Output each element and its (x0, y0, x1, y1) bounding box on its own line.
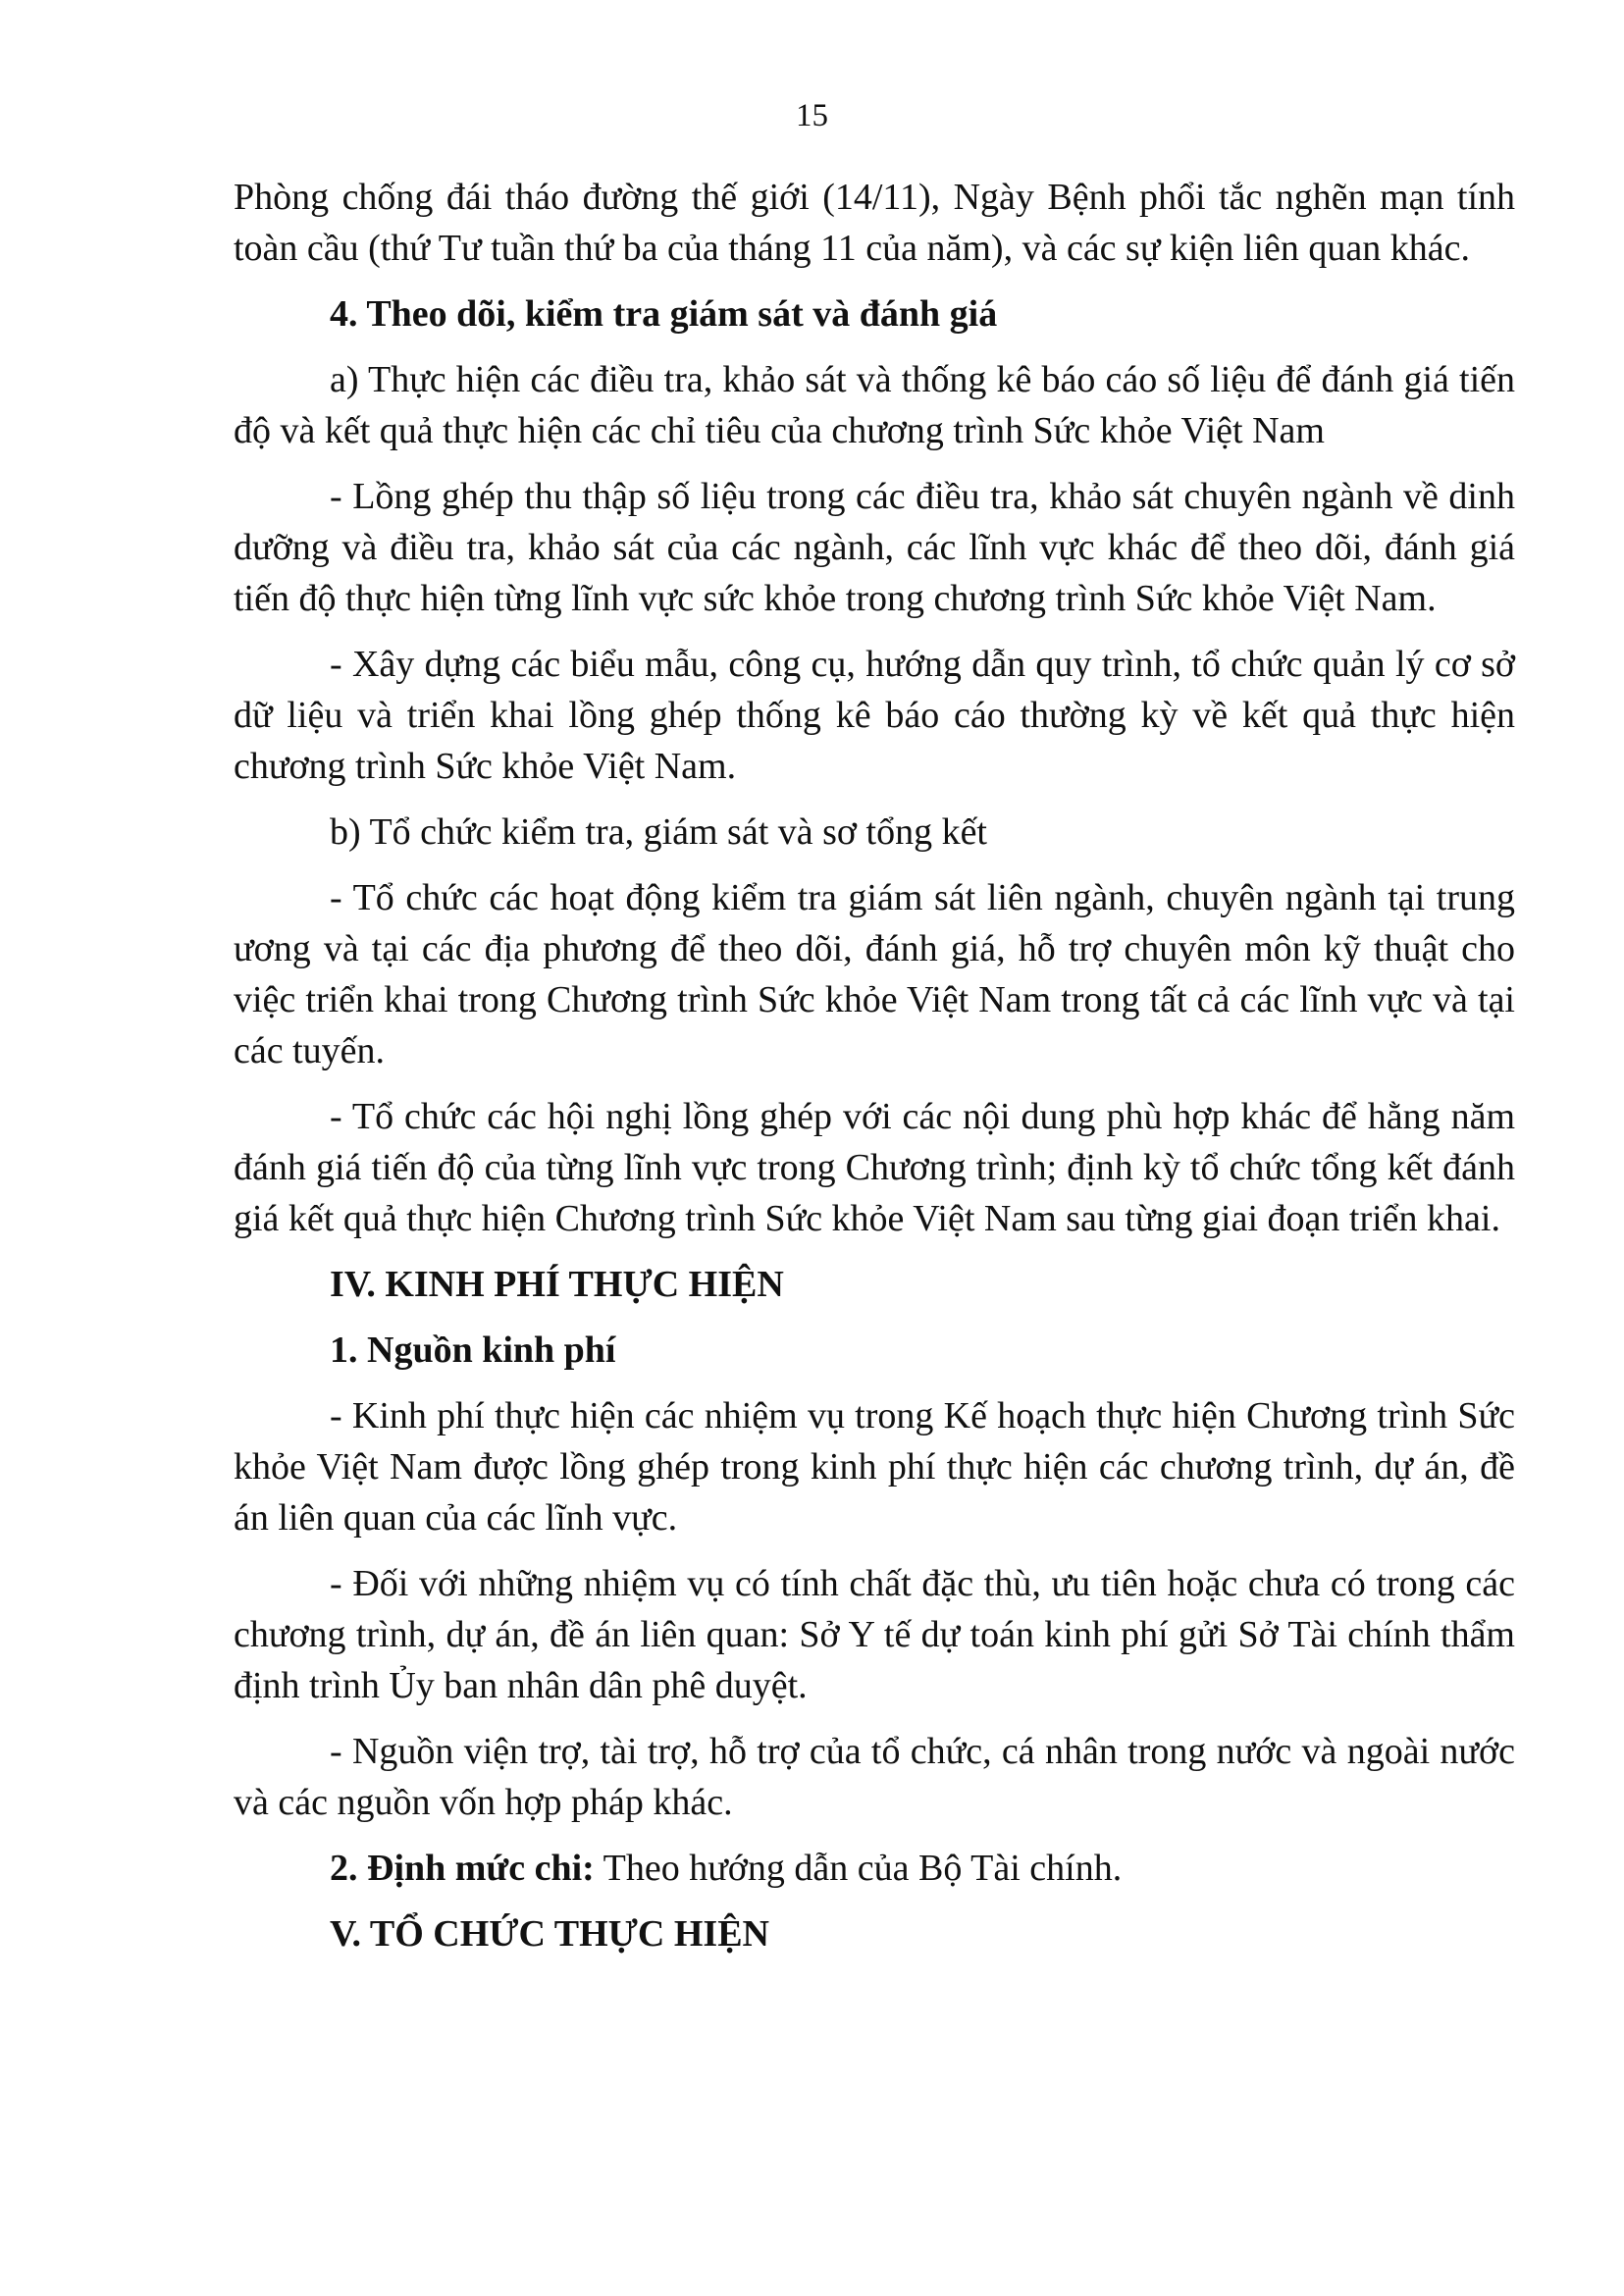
paragraph-bullet-inspection: - Tổ chức các hoạt động kiểm tra giám sát liên ngành, chuyên ngành tại trung ương và tại các địa phương để theo dõi, đánh giá, hỗ trợ chuyên môn kỹ thuật cho việc triển khai trong Chương trình Sức khỏe Việt Nam trong tất cả các lĩnh vực và tại các tuyến. (234, 877, 1515, 1071)
paragraph-item-a: a) Thực hiện các điều tra, khảo sát và thống kê báo cáo số liệu để đánh giá tiến độ và kết quả thực hiện các chỉ tiêu của chương trình Sức khỏe Việt Nam (234, 359, 1515, 451)
paragraph-item-b: b) Tổ chức kiểm tra, giám sát và sơ tổng kết (330, 811, 987, 853)
paragraph-bullet-forms-tools: - Xây dựng các biểu mẫu, công cụ, hướng dẫn quy trình, tổ chức quản lý cơ sở dữ liệu và triển khai lồng ghép thống kê báo cáo thường kỳ về kết quả thực hiện chương trình Sức khỏe Việt Nam. (234, 644, 1515, 787)
spending-norms-text: Theo hướng dẫn của Bộ Tài chính. (594, 1848, 1123, 1889)
subsection-heading-funding-sources: 1. Nguồn kinh phí (330, 1330, 616, 1371)
page-number: 15 (796, 98, 828, 133)
section-heading-implementation: V. TỔ CHỨC THỰC HIỆN (330, 1913, 769, 1955)
spending-norms-label: 2. Định mức chi: (330, 1848, 595, 1889)
section-heading-monitoring: 4. Theo dõi, kiểm tra giám sát và đánh giá (330, 293, 998, 335)
paragraph-bullet-integrated-funding: - Kinh phí thực hiện các nhiệm vụ trong Kế hoạch thực hiện Chương trình Sức khỏe Việt Nam được lồng ghép trong kinh phí thực hiện các chương trình, dự án, đề án liên quan của các lĩnh vực. (234, 1395, 1515, 1539)
paragraph-bullet-conferences: - Tổ chức các hội nghị lồng ghép với các nội dung phù hợp khác để hằng năm đánh giá tiến độ của từng lĩnh vực trong Chương trình; định kỳ tổ chức tổng kết đánh giá kết quả thực hiện Chương trình Sức khỏe Việt Nam sau từng giai đoạn triển khai. (234, 1096, 1515, 1239)
paragraph-bullet-aid-sources: - Nguồn viện trợ, tài trợ, hỗ trợ của tổ chức, cá nhân trong nước và ngoài nước và các nguồn vốn hợp pháp khác. (234, 1731, 1515, 1823)
document-body (234, 172, 1515, 1974)
paragraph-continuation: Phòng chống đái tháo đường thế giới (14/11), Ngày Bệnh phổi tắc nghẽn mạn tính toàn cầu (thứ Tư tuần thứ ba của tháng 11 của năm), và các sự kiện liên quan khác. (234, 177, 1515, 269)
section-heading-funding: IV. KINH PHÍ THỰC HIỆN (330, 1264, 784, 1305)
paragraph-bullet-special-tasks: - Đối với những nhiệm vụ có tính chất đặc thù, ưu tiên hoặc chưa có trong các chương trình, dự án, đề án liên quan: Sở Y tế dự toán kinh phí gửi Sở Tài chính thẩm định trình Ủy ban nhân dân phê duyệt. (234, 1563, 1515, 1706)
paragraph-spending-norms (234, 1843, 1515, 1894)
paragraph-bullet-data-collection: - Lồng ghép thu thập số liệu trong các điều tra, khảo sát chuyên ngành về dinh dưỡng và điều tra, khảo sát của các ngành, các lĩnh vực khác để theo dõi, đánh giá tiến độ thực hiện từng lĩnh vực sức khỏe trong chương trình Sức khỏe Việt Nam. (234, 476, 1515, 619)
